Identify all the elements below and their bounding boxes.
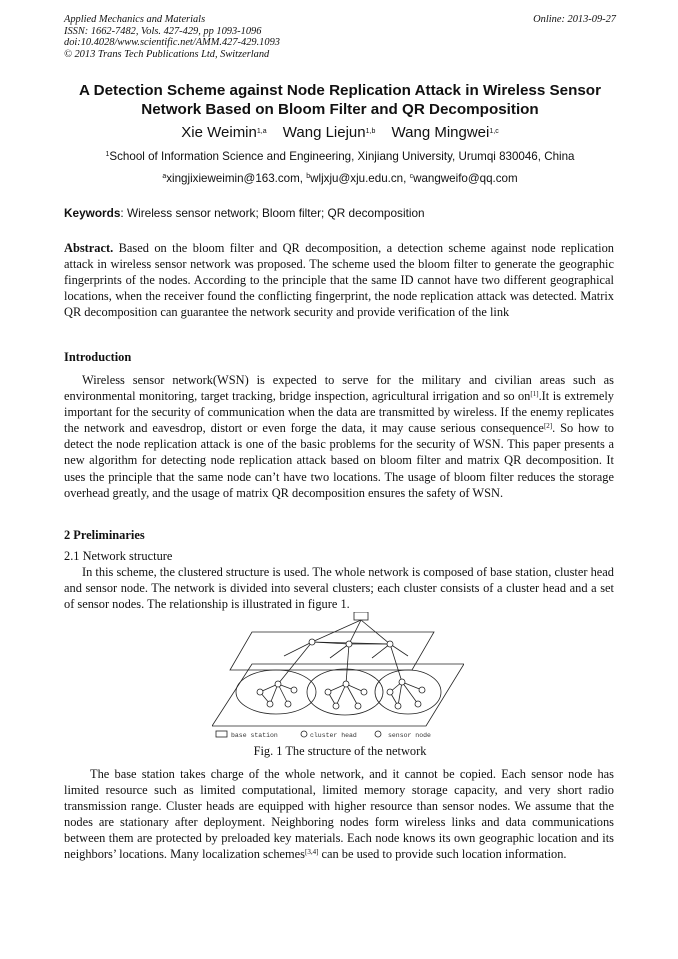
sensor-node xyxy=(355,703,361,709)
author-emails: $^a$xingjixieweimin@163.com, $^b$wljxju@xju.edu.cn, $^c$wangweifo@qq.com xyxy=(162,172,518,185)
sensor-node xyxy=(291,687,297,693)
keywords-label: Keywords xyxy=(64,206,121,220)
copyright-line: © 2013 Trans Tech Publications Ltd, Switzerland xyxy=(64,48,270,60)
citation-3-4[interactable]: [3,4] xyxy=(304,848,319,857)
sensor-node xyxy=(395,703,401,709)
figure-caption: Fig. 1 The structure of the network xyxy=(253,744,427,758)
abstract-text: Based on the bloom filter and QR decomposition, a detection scheme against node replication attack in wireless sensor network was proposed. The scheme used the bloom filter to generate the geographic fingerprints of the nodes. According to the principle that the same ID cannot have two different geographical locations, when the receiver found the conflicting fingerprint, the node replication attack was detected. Matrix QR decomposition can guarantee the network security and provide verification of the link xyxy=(64,241,614,320)
legend-cluster-head-symbol xyxy=(301,731,307,737)
sensor-node xyxy=(361,689,367,695)
base-station-paragraph: The base station takes charge of the whole network, and it cannot be copied. Each sensor node has limited resource such as limited computational, limited memory storage capacity, and very short radio transmission range. Cluster heads are equipped with higher resource than sensor nodes. We assume that the nodes are stationary after deployment. Neighboring nodes form wireless links and data communications between them are protected by preloaded key materials. Each node knows its own geographic location and its neighbors’ locations. Many localization schemes[3,4] can be used to provide such location information. xyxy=(64,767,614,862)
keywords xyxy=(64,206,616,221)
sensor-node xyxy=(415,701,421,707)
issn-line: ISSN: 1662-7482, Vols. 427-429, pp 1093-1096 xyxy=(64,25,262,37)
cluster-head-node xyxy=(346,641,352,647)
citation-1[interactable]: [1] xyxy=(530,390,539,399)
journal-name: Applied Mechanics and Materials xyxy=(64,14,206,25)
base-station-node xyxy=(354,612,368,620)
sensor-node xyxy=(399,679,405,685)
cluster-head-node xyxy=(387,641,393,647)
doi-line: doi:10.4028/www.scientific.net/AMM.427-429.1093 xyxy=(64,37,280,49)
cluster-head-node xyxy=(309,639,315,645)
author-list xyxy=(60,124,620,142)
legend-sensor-node-symbol xyxy=(375,731,381,737)
affiliation: $^1$School of Information Science and Engineering, Xinjiang University, Urumqi 830046, China xyxy=(105,150,575,163)
paper-title xyxy=(60,82,620,119)
sensor-node xyxy=(419,687,425,693)
abstract xyxy=(64,240,614,320)
abstract-label: Abstract. xyxy=(64,241,114,255)
keywords-text: : Wireless sensor network; Bloom filter; QR decomposition xyxy=(120,206,425,220)
journal-header xyxy=(64,14,616,60)
legend-sensor-node: sensor node xyxy=(388,732,431,739)
legend-cluster-head: cluster head xyxy=(310,732,357,739)
sensor-node xyxy=(333,703,339,709)
email-a[interactable]: xingjixieweimin@163.com, xyxy=(166,172,304,185)
cluster-2 xyxy=(307,669,383,715)
preliminaries-heading: 2 Preliminaries xyxy=(64,528,145,542)
legend-base-station: base station xyxy=(231,732,278,739)
cluster-1 xyxy=(236,670,316,714)
introduction-heading: Introduction xyxy=(64,350,132,364)
author-3: Wang Mingwei$^{1,c}$ xyxy=(391,124,499,141)
sensor-node xyxy=(257,689,263,695)
sensor-node xyxy=(275,681,281,687)
sensor-node xyxy=(285,701,291,707)
sensor-node xyxy=(343,681,349,687)
sensor-node xyxy=(267,701,273,707)
title-line-1: A Detection Scheme against Node Replication Attack in Wireless Sensor xyxy=(78,82,601,99)
network-structure-heading: 2.1 Network structure xyxy=(64,549,173,563)
legend-base-station-symbol xyxy=(216,731,227,737)
sensor-node xyxy=(325,689,331,695)
online-date: Online: 2013-09-27 xyxy=(533,14,616,25)
email-b[interactable]: wljxju@xju.edu.cn, xyxy=(310,172,407,185)
author-1: Xie Weimin$^{1,a}$ xyxy=(181,124,267,141)
network-structure-paragraph: In this scheme, the clustered structure is used. The whole network is composed of base station, cluster head and sensor node. The network is divided into several clusters; each cluster consists of a cluster head and a set of sensor nodes. The relationship is illustrated in figure 1. xyxy=(64,565,614,612)
citation-2[interactable]: [2] xyxy=(543,422,553,431)
cluster-3 xyxy=(375,670,441,714)
introduction-paragraph: Wireless sensor network(WSN) is expected to serve for the military and civilian areas such as environmental monitoring, target tracking, bridge inspection, agricultural irrigation and so on[1].It is extremely important for the security of communication when the data are transmitted by wireless. If the enemy replicates the network and eavesdrop, distort or even forge the data, it may cause serious consequence[2]. So how to detect the node replication attack is one of the basic problems for the security of WSN. This paper presents a new algorithm for detecting node replication attack based on bloom filter and matrix QR decomposition. It uses the principle that the same node can’t have two locations. The usage of bloom filter reduces the storage overhead greatly, and the usage of matrix QR decomposition ensures the safety of WSN. xyxy=(64,373,614,500)
title-line-2: Network Based on Bloom Filter and QR Decomposition xyxy=(141,100,539,118)
network-structure-figure xyxy=(212,612,464,742)
email-c[interactable]: wangweifo@qq.com xyxy=(413,172,518,185)
author-2: Wang Liejun$^{1,b}$ xyxy=(282,124,376,141)
sensor-node xyxy=(387,689,393,695)
